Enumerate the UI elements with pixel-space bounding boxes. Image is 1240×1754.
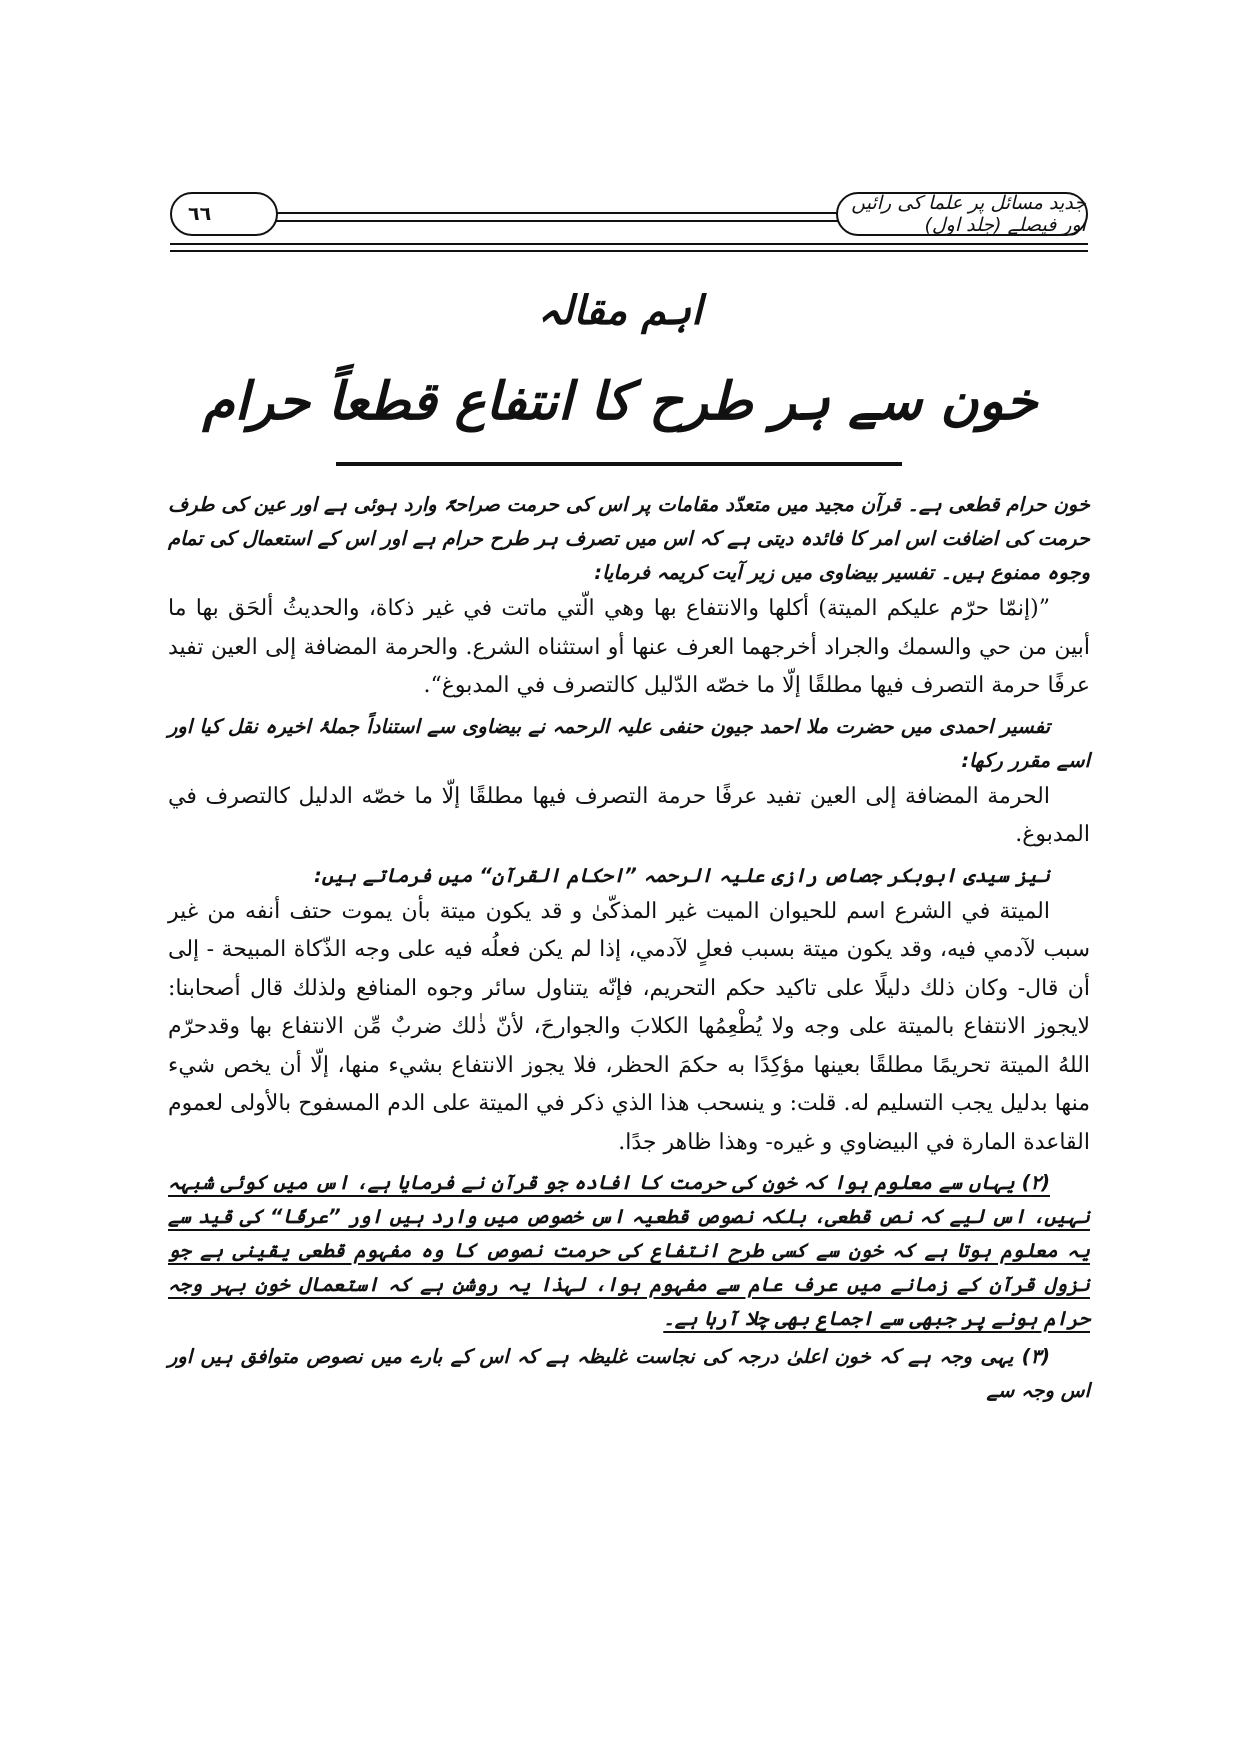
article-title: خون سے ہر طرح کا انتفاع قطعاً حرام: [202, 372, 1038, 432]
quote-ahkam-al-quran: الميتة في الشرع اسم للحيوان الميت غير المذكّىٰ و قد يكون ميتة بأن يموت حتف أنفه من غير سبب لآدمي فيه، وقد يكون ميتة بسبب فعلٍ لآدمي، إذا لم يكن فعلُه فيه على وجه الذّكاة المبيحة - إلى أن قال- وكان ذلك دليلًا على تاكيد حكم التحريم، فإنّه يتناول سائر وجوه المنافع ولذلك قال أصحابنا: لايجوز الانتفاع بالميتة على وجه ولا يُطْعِمُها الكلابَ والجوارحَ، لأنّ ذٰلك ضربٌ مِّن الانتفاع بها وقدحرّم اللهُ الميتة تحريمًا مطلقًا بعينها مؤكِدًا به حكمَ الحظر، فلا يجوز الانتفاع بشيء منها، إلّا أن يخص شيء منها بدليل يجب التسليم له. قلت: و ينسحب هذا الذي ذكر في الميتة على الدم المسفوح بالأولى لعموم القاعدة المارة في البيضاوي و غيره- وهذا ظاهر جدًا.: [168, 898, 1090, 1155]
paragraph-point-2: (۲) یہاں سے معلوم ہوا کہ خون کی حرمت کا افادہ جو قرآن نے فرمایا ہے، اس میں کوئی شبہہ نہیں، اس لیے کہ نص قطعی، بلکہ نصوص قطعیہ اس خصوص میں وارد ہیں اور ”عرفًا“ کی قید سے یہ معلوم ہوتا ہے کہ خون سے کسی طرح انتفاع کی حرمت نصوص کا وہ مفہوم قطعی یقینی ہے جو نزول قرآن کے زمانے میں عرف عام سے مفہوم ہوا، لہذا یہ روشن ہے کہ استعمال خون بہر وجہ حرام ہونے پر جبھی سے اجماع بھی چلا آرہا ہے۔: [168, 1171, 1090, 1330]
header-bottom-rule: [170, 243, 1088, 252]
book-title: جدید مسائل پر علما کی رائیں اور فیصلے (جلد اول): [836, 192, 1088, 236]
paragraph-intro: خون حرام قطعی ہے۔ قرآن مجید میں متعدّد مقامات پر اس کی حرمت صراحۃً وارد ہوئی ہے اور عین کی طرف حرمت کی اضافت اس امر کا فائدہ دیتی ہے کہ اس میں تصرف ہر طرح حرام ہے اور اس کے استعمال کی تمام وجوہ ممنوع ہیں۔ تفسیر بیضاوی میں زیر آیت کریمہ فرمایا:: [168, 493, 1090, 584]
quote-tafsir-ahmadi: الحرمة المضافة إلى العين تفيد عرفًا حرمة التصرف فيها مطلقًا إلّا ما خصّه الدليل كالتصرف في المدبوغ.: [168, 783, 1090, 847]
running-header: [170, 192, 1088, 242]
paragraph-jassas-intro: نیز سیدی ابوبکر جصاص رازی علیہ الرحمہ ”احکام القرآن“ میں فرماتے ہیں:: [313, 863, 1050, 887]
paragraph-tafsir-ahmadi: تفسیر احمدی میں حضرت ملا احمد جیون حنفی علیہ الرحمہ نے بیضاوی سے استناداً جملۂ اخیرہ نقل کیا اور اسے مقرر رکھا:: [168, 714, 1090, 772]
article-kicker: اہم مقالہ: [537, 288, 703, 334]
paragraph-point-3: (۳) یہی وجہ ہے کہ خون اعلیٰ درجہ کی نجاست غلیظہ ہے کہ اس کے بارے میں نصوص متوافق ہیں اور اس وجہ سے: [168, 1345, 1090, 1402]
article-body: [168, 488, 1090, 1408]
title-underline: [336, 462, 902, 466]
quote-baidawi: ”(إنمّا حرّم عليكم الميتة) أكلها والانتفاع بها وهي الّتي ماتت في غير ذكاة، والحديثُ ألحَق بها ما أبين من حي والسمك والجراد أخرجهما العرف عنها أو استثناه الشرع. والحرمة المضافة إلى العين تفيد عرفًا حرمة التصرف فيها مطلقًا إلّا ما خصّه الدّليل كالتصرف في المدبوغ“.: [168, 596, 1090, 698]
header-double-rule: [250, 212, 838, 222]
page-number: ٦٦: [170, 192, 278, 236]
